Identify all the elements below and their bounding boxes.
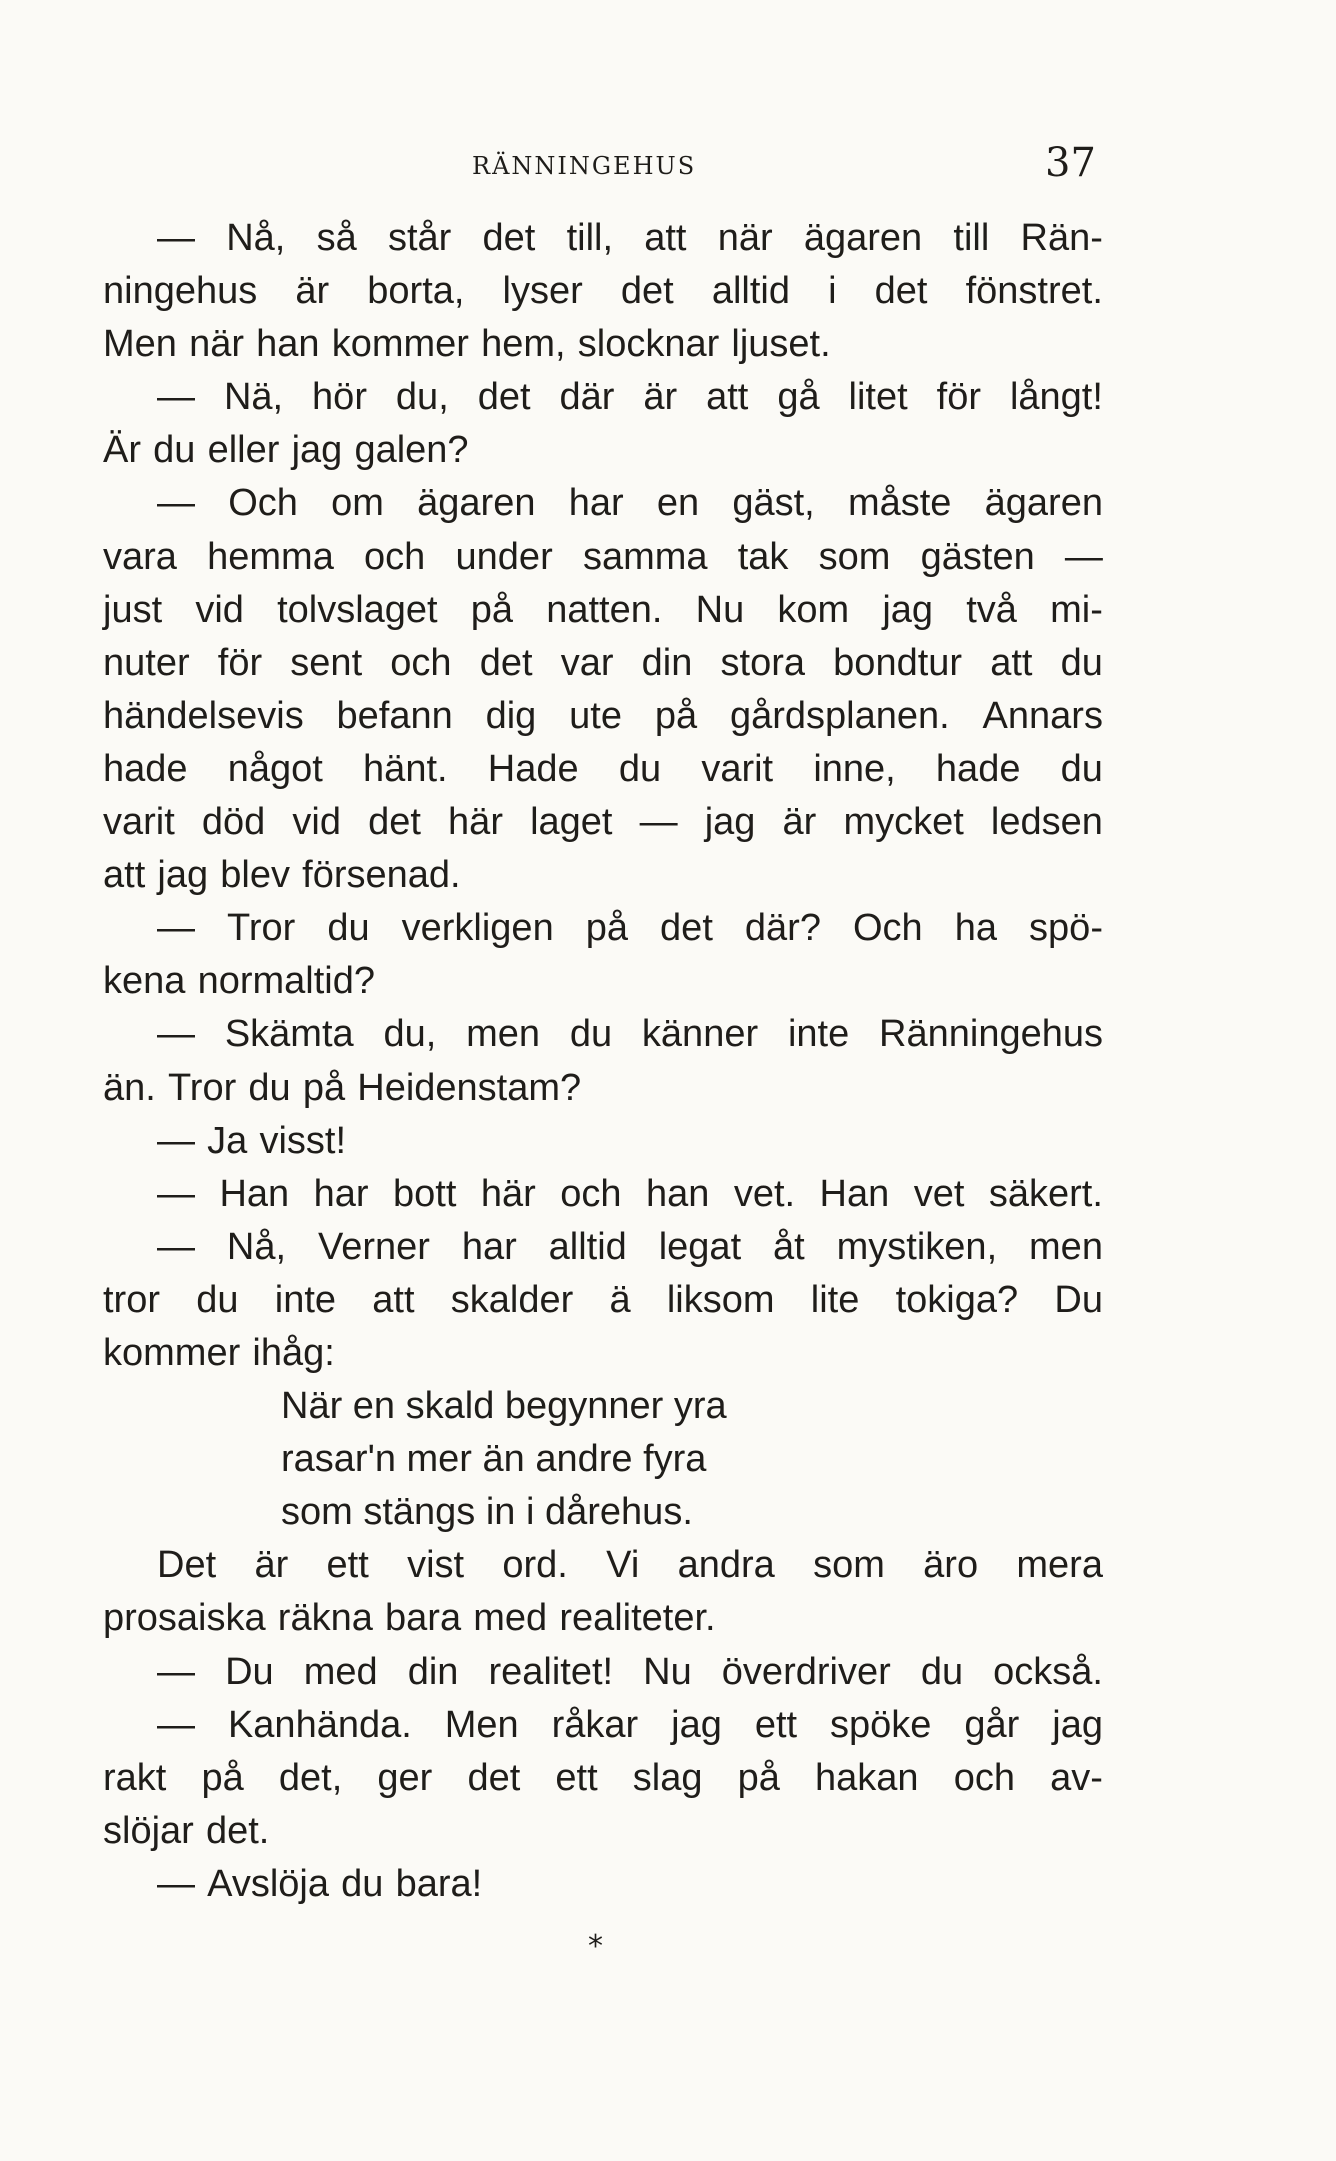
word: vid bbox=[292, 801, 341, 844]
word: spöke bbox=[830, 1703, 932, 1746]
word: varit bbox=[103, 801, 175, 844]
word: — bbox=[157, 1650, 195, 1693]
word: vet. bbox=[733, 1172, 796, 1215]
word: du bbox=[618, 747, 662, 790]
word: men bbox=[1029, 1225, 1103, 1268]
word: laget bbox=[530, 801, 613, 844]
text-line bbox=[103, 424, 1103, 477]
word: står bbox=[387, 217, 452, 259]
word: hör bbox=[312, 376, 367, 419]
word: — bbox=[1064, 535, 1103, 578]
word: andra bbox=[677, 1544, 775, 1587]
word: du bbox=[341, 1862, 384, 1905]
word: med bbox=[473, 1597, 548, 1640]
text-line bbox=[103, 265, 1103, 318]
text-line bbox=[103, 796, 1103, 849]
text-line bbox=[103, 1115, 1103, 1168]
text-line bbox=[103, 1327, 1103, 1380]
word: ha bbox=[954, 907, 998, 950]
word: — bbox=[157, 1172, 195, 1215]
word: ägaren bbox=[417, 482, 536, 525]
word: ett bbox=[555, 1756, 598, 1799]
word: ihåg: bbox=[252, 1331, 335, 1374]
word: Rän- bbox=[1020, 217, 1103, 259]
word: du bbox=[920, 1650, 964, 1693]
word: än. bbox=[103, 1066, 156, 1109]
word: måste bbox=[847, 482, 952, 525]
word: som bbox=[818, 535, 891, 578]
word: Nå, bbox=[226, 217, 286, 259]
word: realiteter. bbox=[559, 1597, 716, 1640]
word: du bbox=[153, 429, 196, 472]
word: hade bbox=[935, 747, 1021, 790]
word: natten. bbox=[546, 588, 663, 631]
text-line bbox=[103, 1752, 1103, 1805]
word: bara! bbox=[395, 1862, 483, 1905]
text-line bbox=[103, 1858, 1103, 1911]
word: Avslöja bbox=[207, 1862, 329, 1905]
word: med bbox=[303, 1650, 378, 1693]
word: det. bbox=[205, 1809, 270, 1852]
word: räkna bbox=[277, 1597, 373, 1640]
word: går bbox=[964, 1703, 1020, 1746]
word: ord. bbox=[502, 1544, 568, 1587]
word: långt! bbox=[1009, 376, 1103, 419]
word: du bbox=[248, 1066, 291, 1109]
word: Och bbox=[853, 907, 923, 950]
word: det bbox=[479, 641, 533, 684]
word: men bbox=[466, 1013, 541, 1056]
word: — bbox=[157, 1703, 195, 1746]
word: känner bbox=[641, 1013, 759, 1056]
word: hänt. bbox=[363, 747, 448, 790]
word: jag bbox=[671, 1703, 722, 1746]
word: här bbox=[448, 801, 503, 844]
text-line bbox=[103, 1539, 1103, 1592]
page-number: 37 bbox=[1045, 140, 1096, 186]
word: Du bbox=[1054, 1278, 1103, 1321]
word: mera bbox=[1016, 1544, 1103, 1587]
word: att bbox=[706, 376, 749, 419]
word: att bbox=[990, 641, 1033, 684]
word: — bbox=[157, 217, 195, 259]
word: mystiken, bbox=[836, 1225, 998, 1268]
word: jag bbox=[704, 801, 756, 844]
word: verkligen bbox=[401, 907, 554, 950]
word: hakan bbox=[815, 1756, 919, 1799]
word: bott bbox=[393, 1172, 457, 1215]
word: ä bbox=[609, 1278, 631, 1321]
word: det bbox=[482, 217, 536, 259]
word: var bbox=[560, 641, 614, 684]
word: har bbox=[313, 1172, 369, 1215]
word: mi- bbox=[1050, 588, 1103, 631]
word: händelsevis bbox=[103, 694, 304, 737]
word: Heidenstam? bbox=[357, 1066, 582, 1109]
word: Ränningehus bbox=[879, 1013, 1103, 1056]
running-title: RÄNNINGEHUS bbox=[472, 152, 697, 180]
verse-line: När en skald begynner yra bbox=[281, 1385, 727, 1428]
word: som bbox=[813, 1544, 885, 1587]
word: gästen bbox=[920, 535, 1035, 578]
word: hade bbox=[103, 747, 188, 790]
word: Tror bbox=[227, 907, 296, 950]
word: ett bbox=[754, 1703, 798, 1746]
word: det bbox=[620, 270, 674, 313]
word: jag bbox=[157, 854, 209, 897]
word: du bbox=[196, 1278, 239, 1321]
word: — bbox=[157, 907, 195, 950]
word: på bbox=[470, 588, 514, 631]
word: Vi bbox=[606, 1544, 640, 1587]
word: bondtur bbox=[833, 641, 963, 684]
text-line bbox=[103, 1592, 1103, 1645]
word: där bbox=[559, 376, 615, 419]
word: prosaiska bbox=[103, 1597, 266, 1640]
word: Nå, bbox=[226, 1225, 287, 1268]
word: kommer bbox=[103, 1331, 241, 1374]
word: Verner bbox=[317, 1225, 430, 1268]
word: är bbox=[782, 801, 817, 844]
word: vid bbox=[195, 588, 244, 631]
text-line bbox=[103, 637, 1103, 690]
text-line bbox=[103, 477, 1103, 530]
text-line bbox=[103, 318, 1103, 371]
word: har bbox=[568, 482, 624, 525]
word: här bbox=[480, 1172, 536, 1215]
word: Nu bbox=[695, 588, 745, 631]
word: normaltid? bbox=[197, 960, 375, 1003]
word: Ja bbox=[207, 1119, 248, 1162]
word: Skämta bbox=[224, 1013, 354, 1056]
word: det bbox=[368, 801, 421, 844]
word: jag bbox=[882, 588, 934, 631]
word: kommer bbox=[331, 323, 469, 366]
word: om bbox=[331, 482, 384, 525]
text-line bbox=[103, 212, 1103, 265]
word: jag bbox=[291, 429, 343, 472]
word: det bbox=[660, 907, 713, 950]
word: Annars bbox=[982, 694, 1103, 737]
word: under bbox=[455, 535, 553, 578]
text-line bbox=[103, 584, 1103, 637]
word: samma bbox=[582, 535, 708, 578]
word: och bbox=[364, 535, 426, 578]
word: din bbox=[407, 1650, 459, 1693]
verse-line: rasar'n mer än andre fyra bbox=[281, 1438, 707, 1481]
word: nuter bbox=[103, 641, 190, 684]
word: dig bbox=[485, 694, 537, 737]
word: liksom bbox=[666, 1278, 775, 1321]
word: att bbox=[372, 1278, 415, 1321]
verse-line: som stängs in i dårehus. bbox=[281, 1491, 693, 1534]
word: hem, bbox=[481, 323, 566, 366]
word: i bbox=[828, 270, 837, 313]
text-line bbox=[103, 743, 1103, 796]
word: har bbox=[461, 1225, 517, 1268]
word: just bbox=[103, 588, 163, 631]
word: vist bbox=[407, 1544, 465, 1587]
word: — bbox=[639, 801, 678, 844]
word: kena bbox=[103, 960, 186, 1003]
word: Hade bbox=[487, 747, 579, 790]
word: kom bbox=[777, 588, 850, 631]
word: Men bbox=[444, 1703, 519, 1746]
word: Det bbox=[157, 1544, 217, 1587]
word: bara bbox=[385, 1597, 462, 1640]
word: ger bbox=[377, 1756, 433, 1799]
running-head bbox=[0, 140, 1336, 188]
word: realitet! bbox=[488, 1650, 614, 1693]
word: ledsen bbox=[990, 801, 1103, 844]
word: när bbox=[189, 323, 244, 366]
word: slag bbox=[632, 1756, 703, 1799]
text-line bbox=[103, 902, 1103, 955]
word: ningehus bbox=[103, 270, 258, 313]
word: slocknar bbox=[577, 323, 720, 366]
word: du, bbox=[383, 1013, 437, 1056]
word: är bbox=[295, 270, 330, 313]
word: galen? bbox=[354, 429, 469, 472]
word: gårdsplanen. bbox=[729, 694, 950, 737]
text-line bbox=[103, 1168, 1103, 1221]
word: det bbox=[874, 270, 928, 313]
word: Nu bbox=[643, 1650, 692, 1693]
word: också. bbox=[993, 1650, 1103, 1693]
word: alltid bbox=[711, 270, 790, 313]
text-line bbox=[103, 1221, 1103, 1274]
word: på bbox=[737, 1756, 780, 1799]
word: visst! bbox=[259, 1119, 347, 1162]
word: något bbox=[227, 747, 323, 790]
word: för bbox=[217, 641, 263, 684]
word: mycket bbox=[843, 801, 964, 844]
word: det bbox=[467, 1756, 521, 1799]
text-line bbox=[103, 1805, 1103, 1858]
word: en bbox=[656, 482, 700, 525]
word: till, bbox=[566, 217, 614, 259]
word: din bbox=[641, 641, 693, 684]
word: när bbox=[717, 217, 773, 259]
word: jag bbox=[1052, 1703, 1103, 1746]
word: du bbox=[1060, 641, 1103, 684]
word: ett bbox=[326, 1544, 369, 1587]
word: varit bbox=[701, 747, 774, 790]
word: ute bbox=[569, 694, 622, 737]
word: — bbox=[157, 482, 195, 525]
word: på bbox=[201, 1756, 244, 1799]
word: — bbox=[157, 1119, 195, 1162]
word: åt bbox=[773, 1225, 805, 1268]
word: sent bbox=[290, 641, 363, 684]
word: tror bbox=[103, 1278, 160, 1321]
word: Du bbox=[225, 1650, 274, 1693]
word: död bbox=[201, 801, 266, 844]
word: — bbox=[157, 1225, 195, 1268]
word: till bbox=[953, 217, 990, 259]
word: lite bbox=[810, 1278, 860, 1321]
word: på bbox=[585, 907, 629, 950]
word: legat bbox=[658, 1225, 742, 1268]
word: spö- bbox=[1029, 907, 1103, 950]
word: gäst, bbox=[732, 482, 815, 525]
word: skalder bbox=[450, 1278, 574, 1321]
word: av- bbox=[1050, 1756, 1103, 1799]
word: han bbox=[645, 1172, 710, 1215]
word: är bbox=[643, 376, 678, 419]
word: säkert. bbox=[988, 1172, 1103, 1215]
word: fönstret. bbox=[965, 270, 1103, 313]
word: eller bbox=[207, 429, 280, 472]
word: inte bbox=[787, 1013, 850, 1056]
word: vet bbox=[913, 1172, 965, 1215]
word: Tror bbox=[167, 1066, 237, 1109]
word: för bbox=[936, 376, 981, 419]
word: han bbox=[256, 323, 320, 366]
text-line bbox=[103, 690, 1103, 743]
word: du bbox=[1060, 747, 1103, 790]
word: litet bbox=[848, 376, 908, 419]
text-line bbox=[103, 1699, 1103, 1752]
word: stora bbox=[720, 641, 806, 684]
text-line bbox=[103, 849, 1103, 902]
word: Men bbox=[103, 323, 177, 366]
section-ornament: * bbox=[588, 1929, 603, 1964]
word: Är bbox=[103, 429, 141, 472]
word: på bbox=[302, 1066, 346, 1109]
word: inte bbox=[274, 1278, 337, 1321]
word: på bbox=[654, 694, 698, 737]
word: Och bbox=[228, 482, 298, 525]
word: så bbox=[316, 217, 357, 259]
word: borta, bbox=[367, 270, 465, 313]
word: det bbox=[477, 376, 531, 419]
word: två bbox=[966, 588, 1017, 631]
text-line bbox=[103, 1008, 1103, 1061]
word: Han bbox=[219, 1172, 290, 1215]
word: blev bbox=[220, 854, 290, 897]
word: ägaren bbox=[984, 482, 1103, 525]
word: det, bbox=[278, 1756, 343, 1799]
word: Nä, bbox=[223, 376, 284, 419]
word: ägaren bbox=[803, 217, 923, 259]
word: försenad. bbox=[302, 854, 461, 897]
word: tokiga? bbox=[895, 1278, 1019, 1321]
word: äro bbox=[923, 1544, 979, 1587]
word: gå bbox=[777, 376, 820, 419]
word: inne, bbox=[813, 747, 896, 790]
word: — bbox=[157, 1013, 195, 1056]
word: rakt bbox=[103, 1756, 167, 1799]
word: överdriver bbox=[721, 1650, 891, 1693]
body-text bbox=[103, 212, 1103, 1911]
word: du bbox=[327, 907, 370, 950]
word: tolvslaget bbox=[277, 588, 438, 631]
word: är bbox=[254, 1544, 289, 1587]
word: ljuset. bbox=[731, 323, 831, 366]
word: vara bbox=[103, 535, 177, 578]
word: lyser bbox=[502, 270, 583, 313]
word: — bbox=[157, 376, 195, 419]
text-line bbox=[103, 1062, 1103, 1115]
word: hemma bbox=[207, 535, 334, 578]
text-line bbox=[103, 1646, 1103, 1699]
word: att bbox=[103, 854, 146, 897]
text-line bbox=[103, 1274, 1103, 1327]
word: att bbox=[644, 217, 687, 259]
word: Han bbox=[819, 1172, 890, 1215]
word: råkar bbox=[551, 1703, 639, 1746]
word: tak bbox=[737, 535, 789, 578]
text-line bbox=[103, 531, 1103, 584]
word: och bbox=[560, 1172, 622, 1215]
text-line bbox=[103, 371, 1103, 424]
word: slöjar bbox=[103, 1809, 194, 1852]
word: där? bbox=[744, 907, 821, 950]
word: du, bbox=[395, 376, 449, 419]
word: Kanhända. bbox=[227, 1703, 412, 1746]
text-line bbox=[103, 955, 1103, 1008]
word: befann bbox=[336, 694, 453, 737]
word: — bbox=[157, 1862, 195, 1905]
word: alltid bbox=[548, 1225, 627, 1268]
word: du bbox=[569, 1013, 613, 1056]
word: och bbox=[390, 641, 452, 684]
word: och bbox=[953, 1756, 1015, 1799]
